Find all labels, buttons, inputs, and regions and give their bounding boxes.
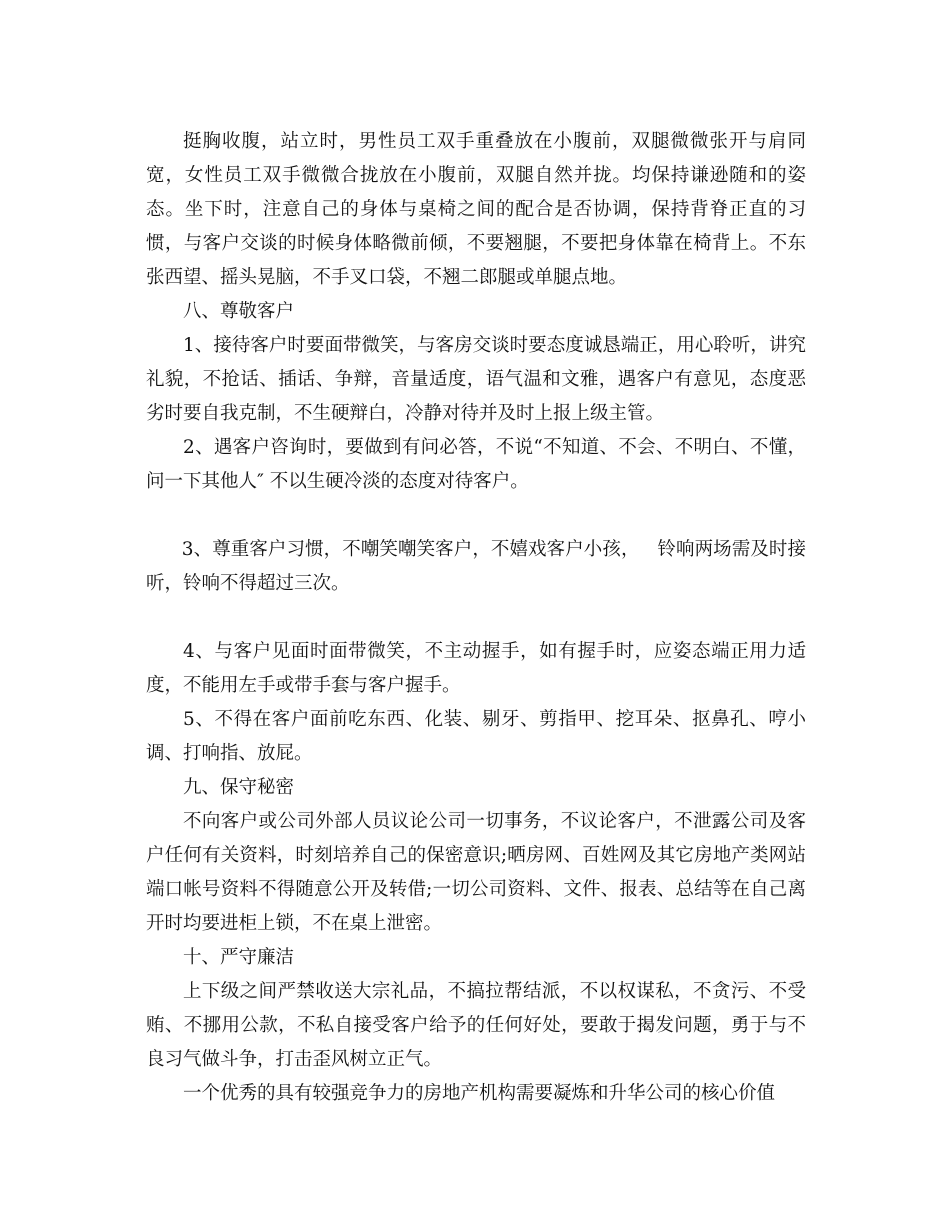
text-line: 宽，女性员工双手微微合拢放在小腹前，双腿自然并拢。均保持谦逊随和的姿 — [146, 165, 806, 186]
text-line: 调、打响指、放屁。 — [146, 743, 313, 764]
text-line: 问一下其他人″ 不以生硬冷淡的态度对待客户。 — [146, 471, 529, 492]
section-heading-integrity — [146, 941, 806, 975]
paragraph-item-3 — [146, 499, 806, 635]
text-line: 良习气做斗争，打击歪风树立正气。 — [146, 1049, 443, 1070]
text-line: 己离开时均要进柜上锁，不在桌上泄密。 — [146, 879, 806, 934]
text-line: 站端口帐号资料不得随意公开及转借;一切公司资料、文件、报表、总结等在自 — [146, 845, 806, 900]
paragraph-confidentiality — [146, 805, 806, 941]
paragraph-posture — [146, 125, 806, 295]
paragraph-item-1 — [146, 329, 806, 431]
text-line: 态。坐下时，注意自己的身体与桌椅之间的配合是否协调，保持背脊正直的习 — [146, 199, 806, 220]
text-line: 度，不能用左手或带手套与客户握手。 — [146, 675, 461, 696]
text-line: 究礼貌，不抢话、插话、争辩，音量适度，语气温和文雅，遇客户有意见，态度 — [146, 335, 806, 390]
text-line: 贿、不挪用公款，不私自接受客户给予的任何好处，要敢于揭发问题，勇于与不 — [146, 1015, 806, 1036]
text-line: 上下级之间严禁收送大宗礼品，不搞拉帮结派，不以权谋私，不贪污、不受 — [183, 981, 806, 1002]
text-line: 5、不得在客户面前吃东西、化装、剔牙、剪指甲、挖耳朵、抠鼻孔、哼小 — [183, 709, 806, 730]
text-line: 一个优秀的具有较强竞争力的房地产机构需要凝炼和升华公司的核心价值 — [183, 1083, 776, 1104]
text-line: 1、接待客户时要面带微笑，与客房交谈时要态度诚恳端正，用心聆听，讲 — [183, 335, 788, 356]
text-line: 听，铃响不得超过三次。 — [146, 573, 350, 594]
paragraph-item-2 — [146, 431, 806, 499]
text-line: 挺胸收腹，站立时，男性员工双手重叠放在小腹前，双腿微微张开与肩同 — [183, 131, 806, 152]
text-line: 4、与客户见面时面带微笑，不主动握手，如有握手时，应姿态端正用力适 — [183, 641, 806, 662]
text-line: 户任何有关资料，时刻培养自己的保密意识;晒房网、百姓网及其它房地产类网 — [146, 845, 788, 866]
text-line: 3、尊重客户习惯，不嘲笑嘲笑客户，不嬉戏客户小孩， 铃响两场需及时接 — [181, 539, 806, 560]
text-line: 不向客户或公司外部人员议论公司一切事务，不议论客户，不泄露公司及客 — [183, 811, 806, 832]
section-heading-respect-customers — [146, 295, 806, 329]
section-heading-confidentiality — [146, 771, 806, 805]
paragraph-item-5 — [146, 703, 806, 771]
text-line: 张西望、摇头晃脑，不手叉口袋，不翘二郎腿或单腿点地。 — [146, 267, 628, 288]
paragraph-conclusion — [146, 1077, 806, 1111]
paragraph-integrity — [146, 975, 806, 1077]
text-line: 2、遇客户咨询时，要做到有问必答，不说“不知道、不会、不明白、不懂， — [183, 437, 806, 458]
document-body — [146, 125, 806, 1111]
heading-text: 十、严守廉洁 — [183, 947, 295, 968]
text-line: 恶劣时要自我克制，不生硬辩白，冷静对待并及时上报上级主管。 — [146, 369, 806, 424]
heading-text: 九、保守秘密 — [183, 777, 295, 798]
text-line: 惯，与客户交谈的时候身体略微前倾，不要翘腿，不要把身体靠在椅背上。不东 — [146, 233, 806, 254]
paragraph-item-4 — [146, 635, 806, 703]
heading-text: 八、尊敬客户 — [183, 301, 295, 322]
